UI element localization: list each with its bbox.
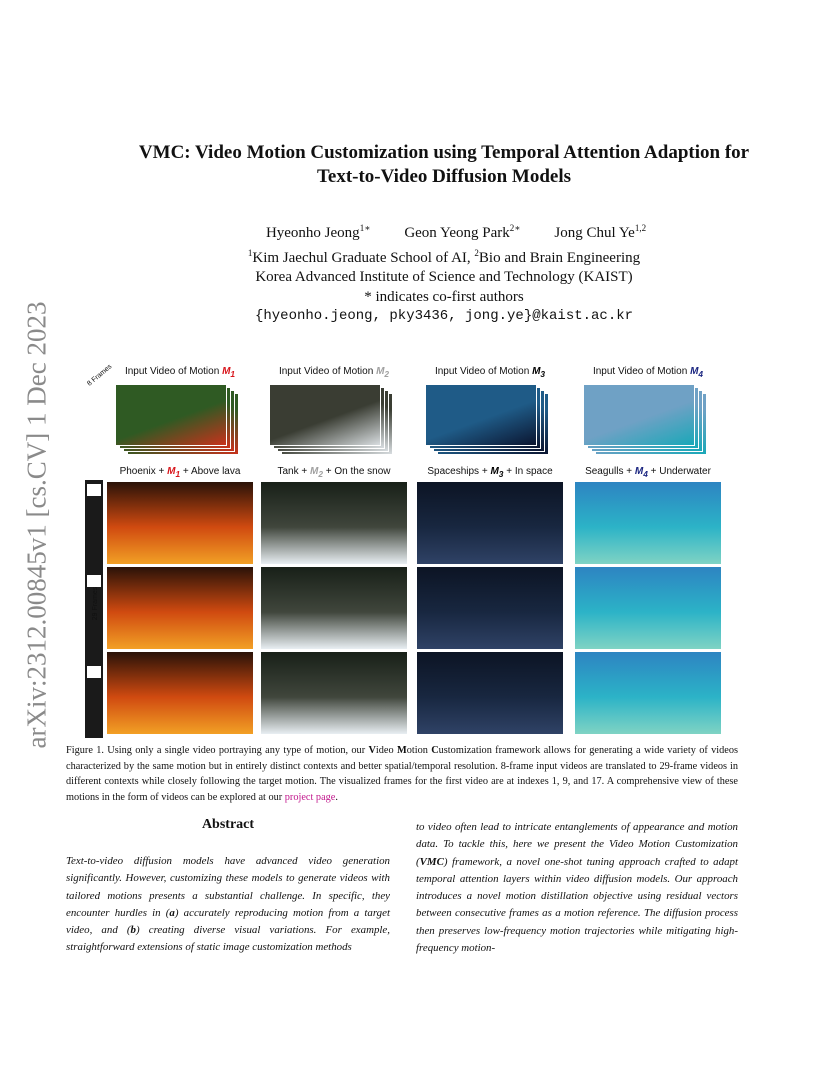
motion-subscript: 4	[698, 369, 704, 379]
generated-frame	[575, 482, 721, 564]
motion-subscript: 3	[540, 369, 546, 379]
generated-frame	[261, 652, 407, 734]
output-prompt-subject: Tank +	[277, 466, 310, 477]
motion-symbol: $M_3$	[490, 466, 504, 479]
motion-symbol: $M_4$	[634, 466, 648, 479]
paper-title	[60, 141, 828, 189]
motion-subscript: 2	[384, 369, 390, 379]
input-video-thumbnail	[115, 384, 237, 454]
generated-frame	[417, 652, 563, 734]
motion-symbol: $M_1$	[222, 366, 236, 379]
input-video-thumbnail	[583, 384, 705, 454]
author-1: Hyeonho Jeong$^{1∗}$	[265, 223, 371, 241]
input-title-text: Input Video of Motion	[278, 366, 377, 377]
output-prompt	[253, 466, 415, 479]
output-prompt-context: + Underwater	[647, 466, 711, 477]
title-line-2: Text-to-Video Diffusion Models	[316, 166, 572, 187]
motion-column-1	[107, 360, 253, 738]
output-prompt	[567, 466, 729, 479]
input-video-title	[567, 366, 729, 379]
figure-caption: Figure 1. Using only a single video portraying any type of motion, our Video Motion Customization framework allows for generating a wide variety of videos characterized by the same motion but in entirely distinct contexts and better spatial/temporal resolution. 8-frame input videos are translated to 29-frame videos in different contexts while closely following the target motion. The visualized frames for the first video are at indexes 1, 9, and 17. A comprehensive view of these motions in the form of videos can be explored at our project page.	[66, 745, 739, 803]
co-first-note: * indicates co-first authors	[364, 288, 524, 305]
motion-column-2	[261, 360, 407, 738]
motion-subscript: 3	[498, 469, 504, 479]
frames-side-label: 29 Frames	[92, 586, 100, 621]
input-frame	[583, 384, 695, 446]
author-names	[84, 219, 828, 244]
motion-symbol: $M_3$	[532, 366, 546, 379]
motion-symbol: $M_2$	[310, 466, 323, 479]
motion-subscript: 1	[230, 369, 236, 379]
project-page-link[interactable]: project page	[284, 791, 336, 803]
motion-column-4	[575, 360, 721, 738]
generated-frame	[107, 567, 253, 649]
title-line-1: VMC: Video Motion Customization using Temporal Attention Adaption for	[138, 142, 750, 163]
input-frame	[269, 384, 381, 446]
motion-subscript: 1	[175, 469, 181, 479]
affiliation-line: $^1$Kim Jaechul Graduate School of AI, $^2$Bio and Brain Engineering	[247, 247, 641, 266]
motion-symbol: $M_1$	[167, 466, 181, 479]
input-video-title	[99, 366, 261, 379]
input-video-thumbnail	[425, 384, 547, 454]
output-prompt	[409, 466, 571, 479]
generated-frame	[417, 482, 563, 564]
teaser-figure	[85, 360, 725, 738]
abstract-left-column: Text-to-video diffusion models have advanced video generation significantly. However, customizing these models to generate videos with tailored motions presents a substantial challenge. In specific, they encounter hurdles in (a) accurately reproducing motion from a target video, and (b) creating diverse visual variations. For example, straightforward extensions of static image customization methods	[66, 855, 390, 954]
author-2: Geon Yeong Park$^{2∗}$	[404, 223, 521, 241]
institution-line: Korea Advanced Institute of Science and Technology (KAIST)	[255, 269, 633, 285]
motion-symbol: $M_4$	[690, 366, 704, 379]
input-video-title	[253, 366, 415, 379]
arxiv-stamp: arXiv:2312.00845v1 [cs.CV] 1 Dec 2023	[21, 301, 52, 749]
output-prompt-subject: Phoenix +	[119, 466, 168, 477]
author-block	[60, 219, 828, 327]
frame-marker	[87, 666, 101, 678]
input-video-title	[409, 366, 571, 379]
generated-frame	[575, 652, 721, 734]
output-prompt-context: + On the snow	[322, 466, 391, 477]
output-prompt-context: + In space	[503, 466, 553, 477]
input-frame	[115, 384, 227, 446]
input-video-thumbnail	[269, 384, 391, 454]
input-title-text: Input Video of Motion	[124, 366, 223, 377]
input-title-text: Input Video of Motion	[434, 366, 533, 377]
motion-subscript: 4	[643, 469, 648, 479]
generated-frame	[575, 567, 721, 649]
frame-marker	[87, 575, 101, 587]
output-prompt-context: + Above lava	[180, 466, 241, 477]
frames-count-label: 8 Frames	[86, 363, 114, 388]
motion-symbol: $M_2$	[376, 366, 390, 379]
output-prompt-subject: Spaceships +	[427, 466, 491, 477]
generated-frame	[261, 567, 407, 649]
output-prompt	[99, 466, 261, 479]
motion-column-3	[417, 360, 563, 738]
email-line: {hyeonho.jeong, pky3436, jong.ye}@kaist.ac.kr	[254, 308, 634, 324]
frame-marker	[87, 484, 101, 496]
generated-frame	[107, 652, 253, 734]
author-3: Jong Chul Ye$^{1,2}$	[554, 223, 647, 241]
output-prompt-subject: Seagulls +	[585, 466, 635, 477]
motion-subscript: 2	[318, 469, 323, 479]
input-frame	[425, 384, 537, 446]
generated-frame	[417, 567, 563, 649]
generated-frame	[107, 482, 253, 564]
generated-frame	[261, 482, 407, 564]
abstract-right-column: to video often lead to intricate entanglements of appearance and motion data. To tackle this, here we present the Video Motion Customization (VMC) framework, a novel one-shot tuning approach crafted to adapt temporal attention layers within video diffusion models. Our approach introduces a novel motion distillation objective using residual vectors between consecutive frames as a motion reference. The diffusion process then preserves low-frequency motion trajectories while mitigating high-frequency motion-	[416, 821, 738, 955]
abstract-heading: Abstract	[201, 817, 255, 832]
input-title-text: Input Video of Motion	[592, 366, 691, 377]
